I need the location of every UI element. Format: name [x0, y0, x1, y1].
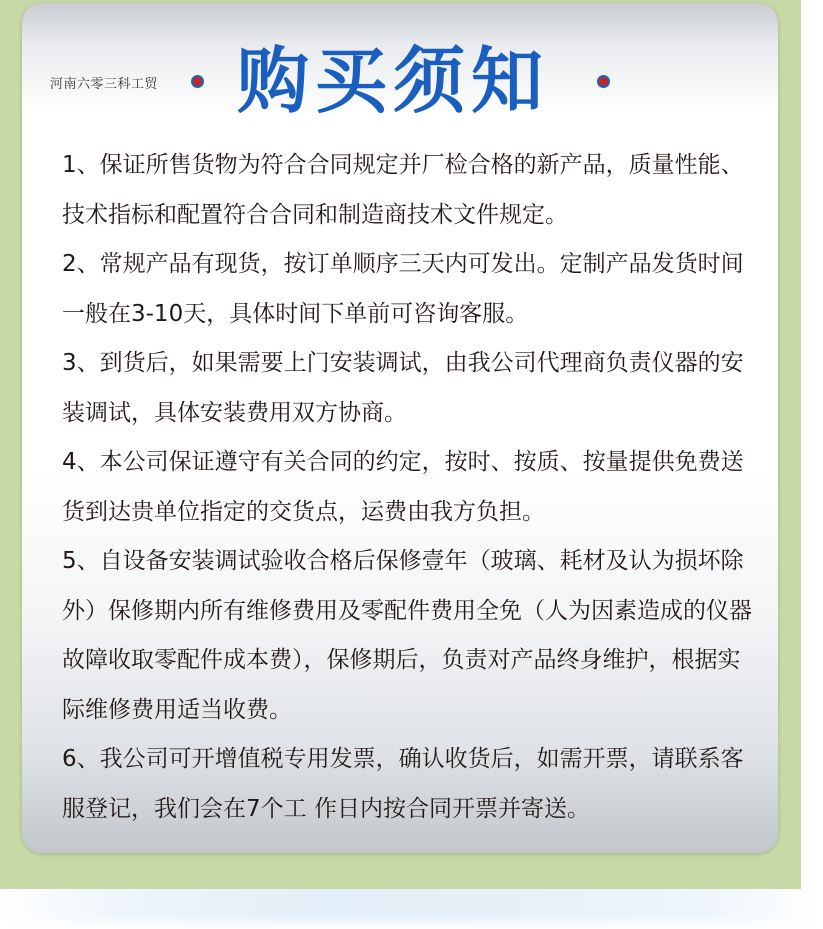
bullet-dot-icon — [193, 77, 202, 86]
notice-item: 3、到货后，如果需要上门安装调试，由我公司代理商负责仪器的安装调试，具体安装费用双方协商。 — [62, 350, 744, 426]
notice-list — [62, 141, 752, 834]
notice-item: 1、保证所售货物为符合合同规定并厂检合格的新产品，质量性能、技术指标和配置符合合同和制造商技术文件规定。 — [62, 152, 744, 228]
notice-item: 6、我公司可开增值税专用发票，确认收货后，如需开票，请联系客服登记，我们会在7个工 作日内按合同开票并寄送。 — [62, 746, 744, 822]
bullet-dot-icon — [599, 77, 608, 86]
card-header — [22, 3, 778, 123]
notice-item: 4、本公司保证遵守有关合同的约定，按时、按质、按量提供免费送货到达贵单位指定的交货点，运费由我方负担。 — [62, 449, 744, 525]
notice-card — [22, 3, 778, 853]
company-name: 河南六零三科工贸 — [50, 77, 159, 92]
notice-item: 5、自设备安装调试验收合格后保修壹年（玻璃、耗材及认为损坏除外）保修期内所有维修费用及零配件费用全免（人为因素造成的仪器故障收取零配件成本费），保修期后，负责对产品终身维护，根据实际维修费用适当收费。 — [62, 548, 752, 723]
notice-item: 2、常规产品有现货，按订单顺序三天内可发出。定制产品发货时间一般在3-10天，具体时间下单前可咨询客服。 — [62, 251, 744, 327]
bottom-fade — [0, 915, 823, 929]
bottom-banner-strip — [0, 889, 823, 929]
page-title: 购买须知 — [237, 39, 550, 123]
